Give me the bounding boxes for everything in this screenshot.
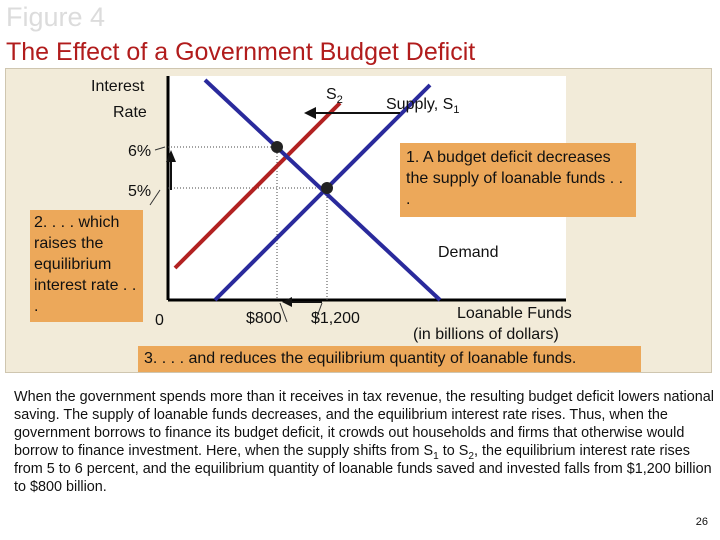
body-paragraph <box>14 388 714 496</box>
x-axis-label-line2: (in billions of dollars) <box>413 326 559 343</box>
callout-supply-decrease: 1. A budget deficit decreases the supply of loanable funds . . . <box>400 143 636 217</box>
demand-label: Demand <box>438 244 499 261</box>
y-axis-label-line2: Rate <box>113 104 147 121</box>
body-text-part1: When the government spends more than it receives in tax revenue, the resulting budget deficit lowers national saving. The supply of loanable funds decreases, and the equilibrium interest rate rises. Thus, when the government borrows to finance its budget deficit, it crowds out households and firms that otherwise would borrow to finance investment. Here, when the supply shifts from S <box>14 389 714 459</box>
x-axis-label-line1: Loanable Funds <box>457 305 572 322</box>
equilibrium-point-new <box>271 141 283 153</box>
equilibrium-point-old <box>321 182 333 194</box>
s1-label-text: Supply, S <box>386 96 454 113</box>
page-number: 26 <box>695 516 708 528</box>
body-sub-s1: 1 <box>433 450 439 462</box>
body-sub-s2: 2 <box>468 450 474 462</box>
body-text-part3: , the equilibrium interest rate rises from 5 to 6 percent, and the equilibrium quantity of loanable funds saved and invested falls from $1,200 billion to $800 billion. <box>14 443 712 495</box>
body-text-part2: to S <box>438 443 469 459</box>
x-tick-1200: $1,200 <box>311 310 360 327</box>
figure-label: Figure 4 <box>6 2 106 32</box>
s2-label <box>326 86 343 107</box>
callout-quantity-fall: 3. . . . and reduces the equilibrium quantity of loanable funds. <box>138 346 641 372</box>
slide-title: The Effect of a Government Budget Deficit <box>6 38 476 66</box>
s1-label <box>386 96 460 117</box>
y-axis-label-line1: Interest <box>91 78 145 95</box>
origin-label: 0 <box>155 312 164 329</box>
y-tick-6pct: 6% <box>128 143 152 160</box>
s2-label-text: S <box>326 86 337 103</box>
y-tick-5pct: 5% <box>128 183 152 200</box>
s2-label-sub: 2 <box>336 94 343 107</box>
callout-rate-rise: 2. . . . which raises the equilibrium interest rate . . . <box>30 210 143 322</box>
tick-5pct <box>150 190 160 205</box>
s1-label-sub: 1 <box>453 104 460 117</box>
tick-6pct <box>155 147 165 150</box>
x-tick-800: $800 <box>246 310 282 327</box>
